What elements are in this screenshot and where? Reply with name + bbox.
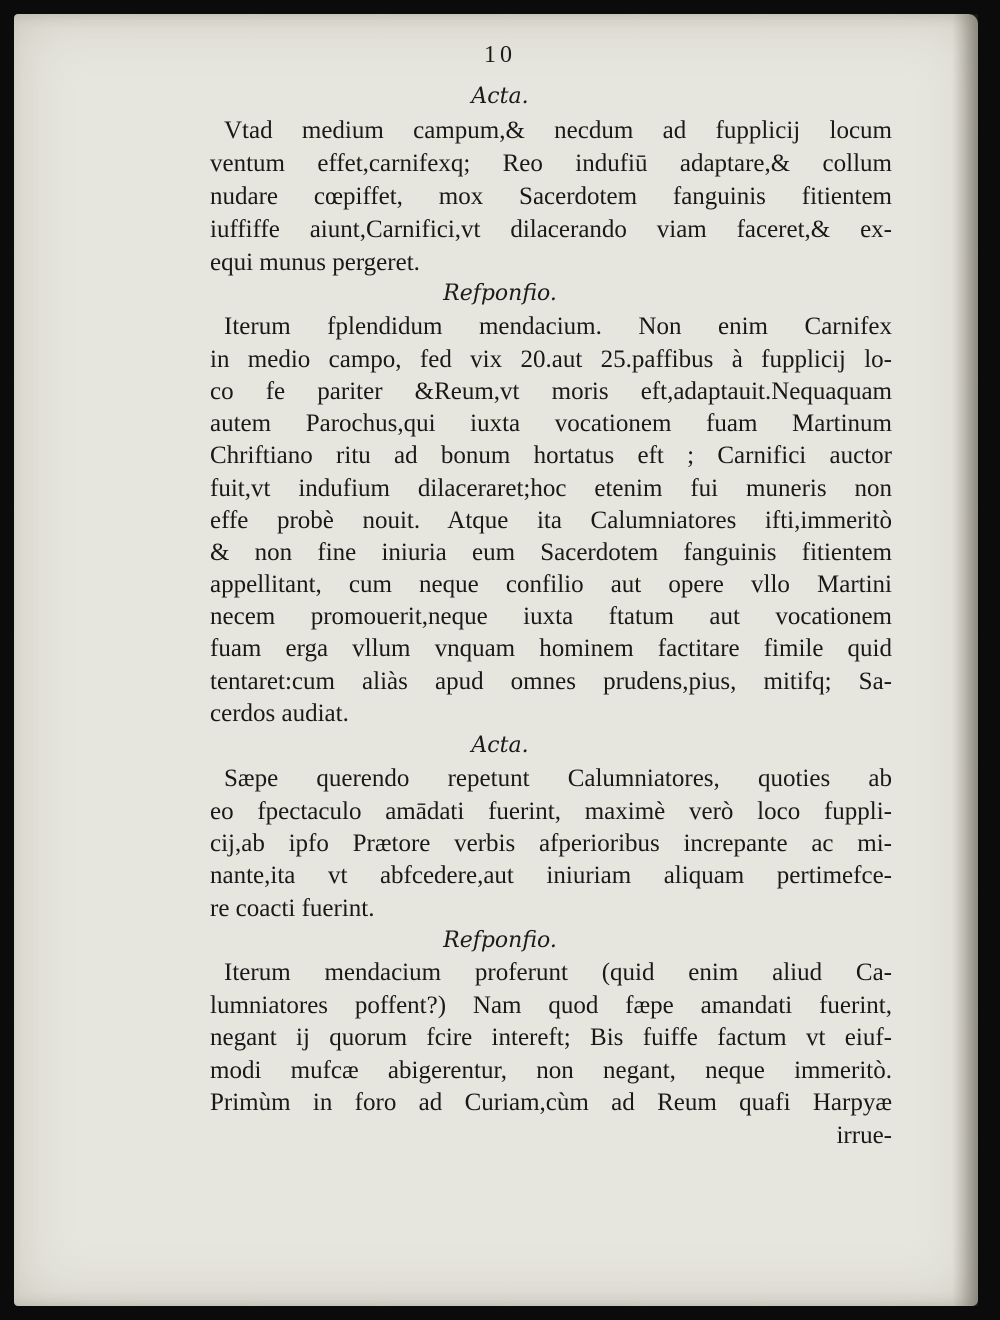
text-line: Iterum mendacium proferunt (quid enim aliud Ca- bbox=[224, 959, 892, 986]
catchword: irrue- bbox=[836, 1122, 892, 1149]
text-line: Sæpe querendo repetunt Calumniatores, quoties ab bbox=[224, 765, 892, 792]
text-line: Vtad medium campum,& necdum ad fupplicij locum bbox=[224, 117, 892, 144]
text-line: nante,ita vt abfcedere,aut iniuriam aliquam pertimefce- bbox=[210, 862, 892, 889]
text-line: co fe pariter &Reum,vt moris eft,adaptauit.Nequaquam bbox=[210, 378, 892, 405]
text-line: negant ij quorum fcire intereft; Bis fuiffe factum vt eiuf- bbox=[210, 1024, 892, 1051]
text-line: Chriftiano ritu ad bonum hortatus eft ; Carnifici auctor bbox=[210, 442, 892, 469]
text-line: tentaret:cum aliàs apud omnes prudens,pius, mitifq; Sa- bbox=[210, 668, 892, 695]
text-line: in medio campo, fed vix 20.aut 25.paffibus à fupplicij lo- bbox=[210, 346, 892, 373]
text-line: cerdos audiat. bbox=[210, 700, 349, 727]
text-line: equi munus pergeret. bbox=[210, 249, 420, 276]
text-line: fuam erga vllum vnquam hominem factitare fimile quid bbox=[210, 635, 892, 662]
text-line: fuit,vt indufium dilaceraret;hoc etenim fui muneris non bbox=[210, 475, 892, 502]
text-line: effe probè nouit. Atque ita Calumniatores ifti,immeritò bbox=[210, 507, 892, 534]
section-heading-acta: Acta. bbox=[471, 733, 529, 758]
page-number: 10 bbox=[484, 42, 516, 68]
section-heading-responsio: Refponfio. bbox=[443, 281, 557, 306]
text-line: & non fine iniuria eum Sacerdotem fanguinis fitientem bbox=[210, 539, 892, 566]
text-line: Iterum fplendidum mendacium. Non enim Carnifex bbox=[224, 313, 892, 340]
text-line: autem Parochus,qui iuxta vocationem fuam Martinum bbox=[210, 410, 892, 437]
section-heading-responsio: Refponfio. bbox=[443, 928, 557, 953]
section-heading-acta: Acta. bbox=[471, 84, 529, 109]
text-line: nudare cœpiffet, mox Sacerdotem fanguinis fitientem bbox=[210, 183, 892, 210]
text-line: cij,ab ipfo Prætore verbis afperioribus increpante ac mi- bbox=[210, 830, 892, 857]
text-line: appellitant, cum neque confilio aut opere vllo Martini bbox=[210, 571, 892, 598]
text-line: iuffiffe aiunt,Carnifici,vt dilacerando viam faceret,& ex- bbox=[210, 216, 892, 243]
text-line: ventum effet,carnifexq; Reo indufiū adaptare,& collum bbox=[210, 150, 892, 177]
text-line: re coacti fuerint. bbox=[210, 895, 375, 922]
text-line: modi mufcæ abigerentur, non negant, neque immeritò. bbox=[210, 1057, 892, 1084]
text-line: lumniatores poffent?) Nam quod fæpe amandati fuerint, bbox=[210, 992, 892, 1019]
text-line: eo fpectaculo amādati fuerint, maximè verò loco fuppli- bbox=[210, 798, 892, 825]
text-line: Primùm in foro ad Curiam,cùm ad Reum quafi Harpyæ bbox=[210, 1089, 892, 1116]
text-line: necem promouerit,neque iuxta ftatum aut vocationem bbox=[210, 603, 892, 630]
page-edge-shadow bbox=[952, 14, 978, 1306]
